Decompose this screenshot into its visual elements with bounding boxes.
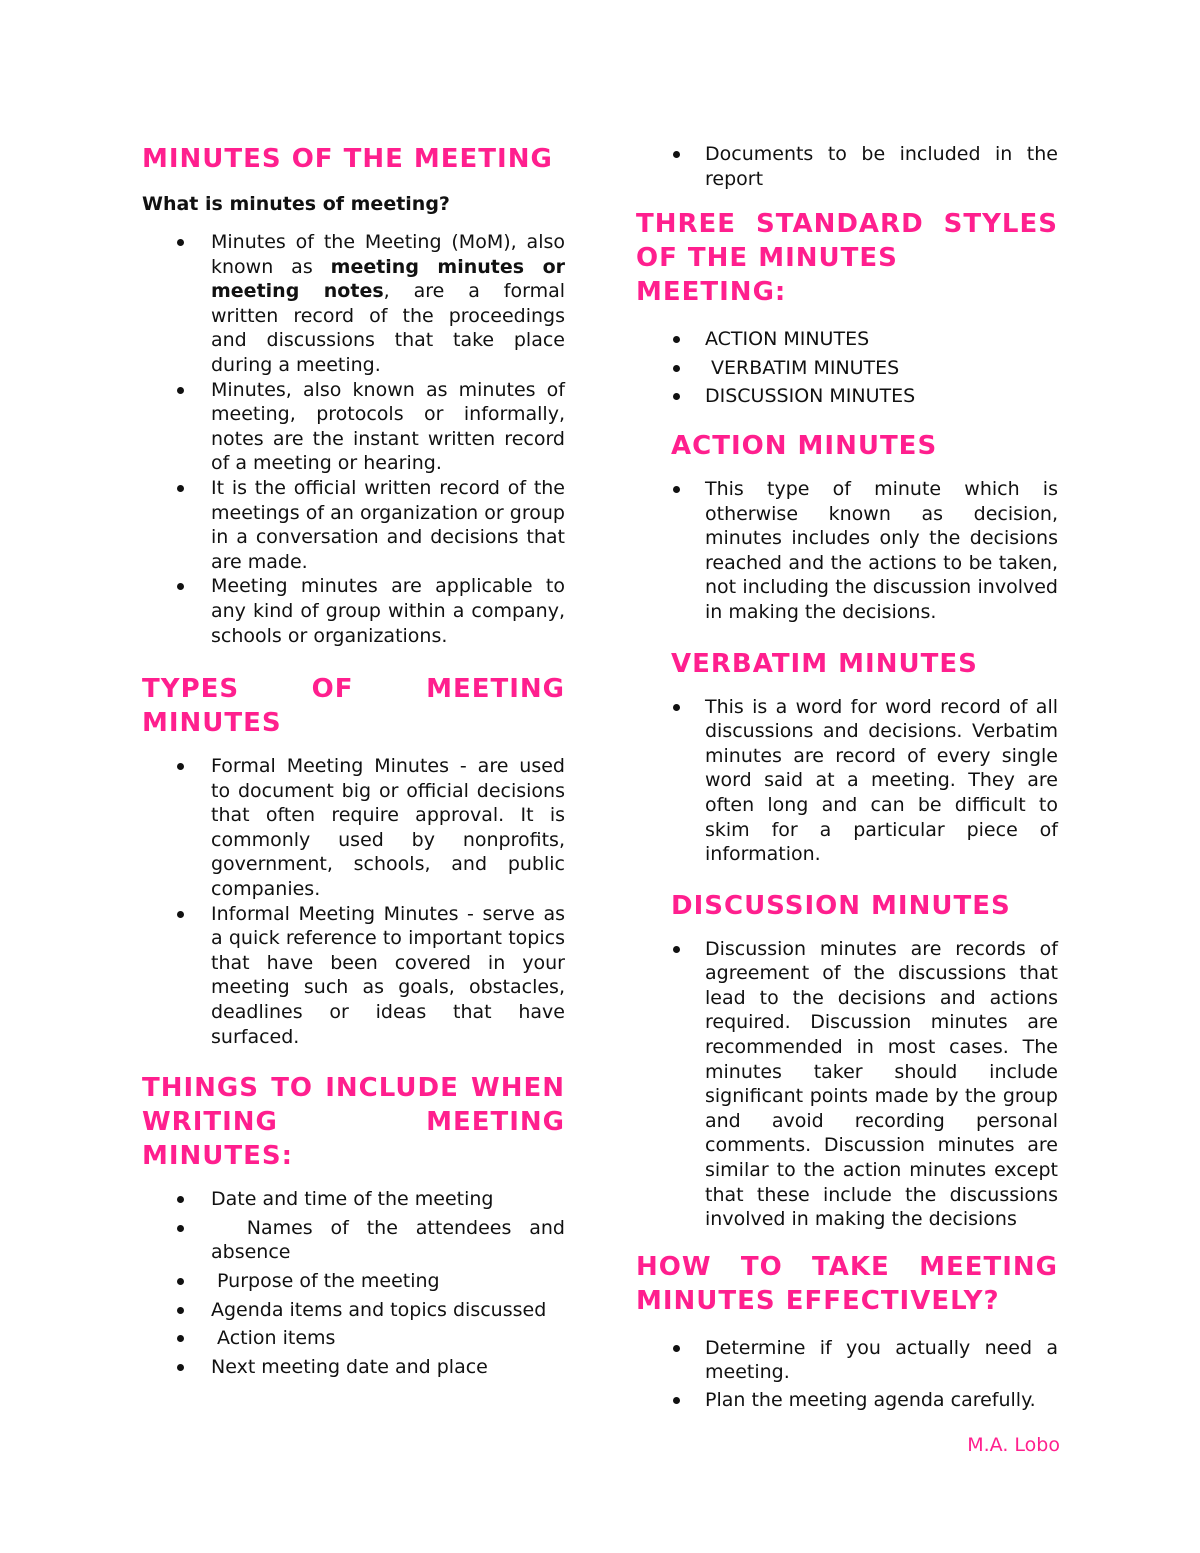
action-heading: ACTION MINUTES	[671, 430, 938, 461]
bullet-icon	[177, 911, 184, 918]
bullet-icon	[673, 1345, 680, 1352]
bullet-icon	[673, 393, 680, 400]
how-list	[636, 1336, 1058, 1413]
list-item: Date and time of the meeting	[142, 1187, 565, 1212]
author-footer: M.A. Lobo	[967, 1434, 1060, 1456]
things-heading: THINGS TO INCLUDE WHEN WRITING MEETING MINUTES:	[142, 1073, 565, 1172]
list-item: Discussion minutes are records of agreement of the discussions that lead to the decisions and actions required. Discussion minutes are recommended in most cases. The minutes taker should include significant points made by the group and avoid recording personal comments. Discussion minutes are similar to the action minutes except that these include the discussions involved in making the decisions	[636, 937, 1058, 1232]
list-item: It is the official written record of the meetings of an organization or group in a conversation and decisions that are made.	[142, 476, 565, 574]
list-item: Minutes, also known as minutes of meeting, protocols or informally, notes are the instant written record of a meeting or hearing.	[142, 378, 565, 476]
bullet-icon	[673, 1397, 680, 1404]
bullet-icon	[177, 239, 184, 246]
bullet-icon	[177, 1278, 184, 1285]
bullet-icon	[177, 1196, 184, 1203]
list-item: Plan the meeting agenda carefully.	[636, 1388, 1058, 1413]
list-item: Purpose of the meeting	[142, 1269, 565, 1294]
list-item: ACTION MINUTES	[636, 327, 1058, 352]
list-item: Agenda items and topics discussed	[142, 1298, 565, 1323]
things-list	[142, 1187, 565, 1379]
types-heading: TYPES OF MEETING MINUTES	[142, 674, 565, 739]
list-item: Formal Meeting Minutes - are used to document big or official decisions that often require approval. It is commonly used by nonprofits, government, schools, and public companies.	[142, 754, 565, 902]
list-item: Meeting minutes are applicable to any kind of group within a company, schools or organizations.	[142, 574, 565, 648]
bullet-icon	[673, 336, 680, 343]
bullet-icon	[673, 946, 680, 953]
verbatim-list	[636, 695, 1058, 867]
left-column	[142, 138, 565, 1383]
list-item: This is a word for word record of all discussions and decisions. Verbatim minutes are record of every single word said at a meeting. They are often long and can be difficult to skim for a particular piece of information.	[636, 695, 1058, 867]
list-item: Informal Meeting Minutes - serve as a quick reference to important topics that have been covered in your meeting such as goals, obstacles, deadlines or ideas that have surfaced.	[142, 902, 565, 1050]
bullet-icon	[177, 1225, 184, 1232]
definition-question: What is minutes of meeting?	[142, 193, 450, 215]
bullet-icon	[673, 365, 680, 372]
bullet-icon	[177, 1335, 184, 1342]
bullet-icon	[177, 387, 184, 394]
bullet-icon	[177, 583, 184, 590]
discussion-heading: DISCUSSION MINUTES	[671, 890, 1011, 921]
action-list	[636, 477, 1058, 625]
list-item: DISCUSSION MINUTES	[636, 384, 1058, 409]
list-item: VERBATIM MINUTES	[636, 356, 1058, 381]
discussion-list	[636, 937, 1058, 1232]
page-title: MINUTES OF THE MEETING	[142, 144, 553, 174]
styles-heading: THREE STANDARD STYLES OF THE MINUTES MEETING:	[636, 209, 1058, 308]
bullet-icon	[177, 1307, 184, 1314]
bullet-icon	[177, 1364, 184, 1371]
list-item: Minutes of the Meeting (MoM), also known as meeting minutes or meeting notes, are a formal written record of the proceedings and discussions that take place during a meeting.	[142, 230, 565, 378]
list-item: Documents to be included in the report	[636, 142, 1058, 191]
definition-list	[142, 230, 565, 648]
how-heading: HOW TO TAKE MEETING MINUTES EFFECTIVELY?	[636, 1251, 1058, 1316]
list-item: Determine if you actually need a meeting.	[636, 1336, 1058, 1385]
list-item: Next meeting date and place	[142, 1355, 565, 1380]
list-item: This type of minute which is otherwise known as decision, minutes includes only the decisions reached and the actions to be taken, not including the discussion involved in making the decisions.	[636, 477, 1058, 625]
right-column	[636, 138, 1058, 1413]
bullet-icon	[673, 151, 680, 158]
styles-list	[636, 327, 1058, 409]
bullet-icon	[673, 704, 680, 711]
types-list	[142, 754, 565, 1049]
verbatim-heading: VERBATIM MINUTES	[671, 648, 978, 679]
bullet-icon	[177, 485, 184, 492]
documents-list	[636, 142, 1058, 191]
bullet-icon	[673, 486, 680, 493]
bullet-icon	[177, 763, 184, 770]
list-item: Action items	[142, 1326, 565, 1351]
list-item: Names of the attendees and absence	[142, 1216, 565, 1265]
